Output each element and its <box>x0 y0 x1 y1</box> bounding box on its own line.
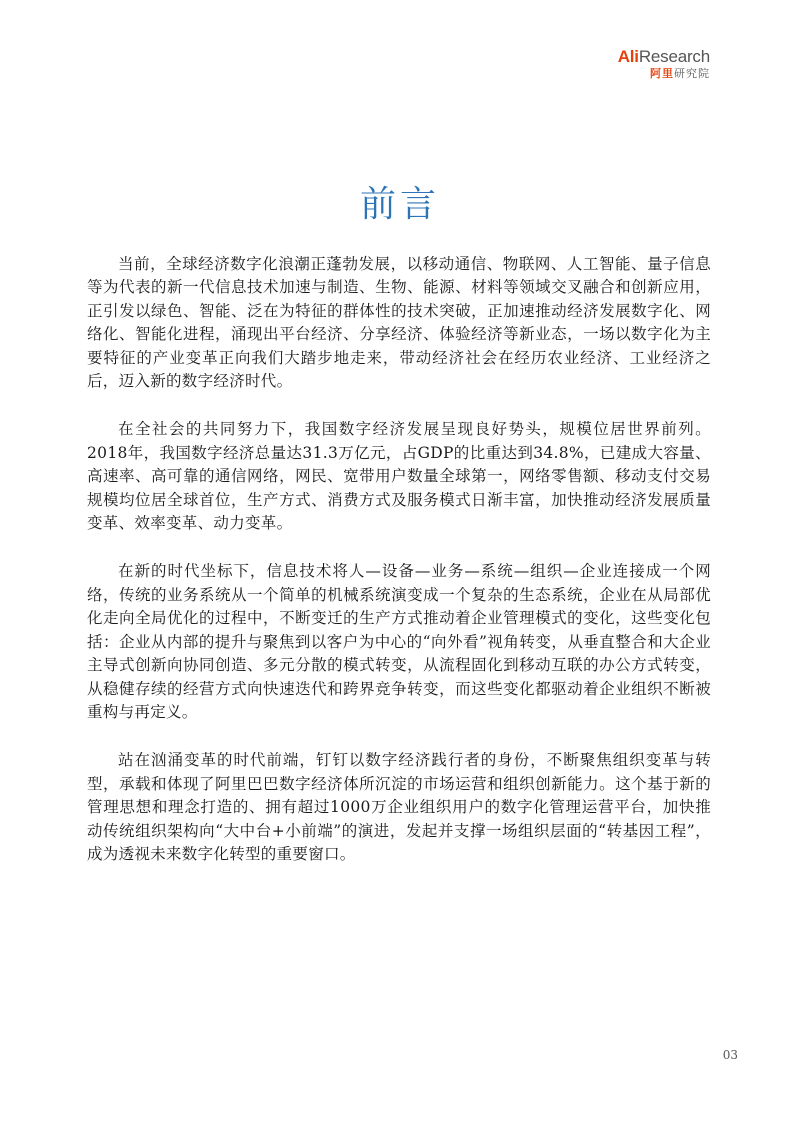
body-text <box>87 253 711 891</box>
logo-ali: Ali <box>617 47 639 66</box>
page-title: 前言 <box>359 184 440 225</box>
paragraph-4: 站在汹涌变革的时代前端，钉钉以数字经济践行者的身份，不断聚焦组织变革与转型，承载和体现了阿里巴巴数字经济体所沉淀的市场运营和组织创新能力。这个基于新的管理思想和理念打造的、拥有超过1000万企业组织用户的数字化管理运营平台，加快推动传统组织架构向“大中台+小前端”的演进，发起并支撑一场组织层面的“转基因工程”，成为透视未来数字化转型的重要窗口。 <box>87 751 711 863</box>
logo-chinese-name <box>618 68 710 79</box>
logo-wordmark <box>618 48 710 65</box>
page-number: 03 <box>722 1048 738 1062</box>
paragraph-3: 在新的时代坐标下，信息技术将人—设备—业务—系统—组织—企业连接成一个网络，传统的业务系统从一个简单的机械系统演变成一个复杂的生态系统，企业在从局部优化走向全局优化的过程中，不断变迁的生产方式推动着企业管理模式的变化，这些变化包括：企业从内部的提升与聚焦到以客户为中心的“向外看”视角转变，从垂直整合和大企业主导式创新向协同创造、多元分散的模式转变，从流程固化到移动互联的办公方式转变，从稳健存续的经营方式向快速迭代和跨界竞争转变，而这些变化都驱动着企业组织不断被重构与再定义。 <box>87 562 711 721</box>
aliresearch-logo <box>618 48 710 79</box>
logo-research: Research <box>638 47 710 66</box>
logo-cn-brand: 阿里 <box>650 67 674 80</box>
paragraph-2: 在全社会的共同努力下，我国数字经济发展呈现良好势头，规模位居世界前列。2018年，我国数字经济总量达31.3万亿元，占GDP的比重达到34.8%，已建成大容量、高速率、高可靠的通信网络，网民、宽带用户数量全球第一，网络零售额、移动支付交易规模均位居全球首位，生产方式、消费方式及服务模式日渐丰富，加快推动经济发展质量变革、效率变革、动力变革。 <box>87 420 711 533</box>
paragraph-1: 当前，全球经济数字化浪潮正蓬勃发展，以移动通信、物联网、人工智能、量子信息等为代表的新一代信息技术加速与制造、生物、能源、材料等领域交叉融合和创新应用，正引发以绿色、智能、泛在为特征的群体性的技术突破，正加速推动经济发展数字化、网络化、智能化进程，涌现出平台经济、分享经济、体验经济等新业态，一场以数字化为主要特征的产业变革正向我们大踏步地走来，带动经济社会在经历农业经济、工业经济之后，迈入新的数字经济时代。 <box>87 255 711 391</box>
logo-cn-rest: 研究院 <box>674 67 710 80</box>
